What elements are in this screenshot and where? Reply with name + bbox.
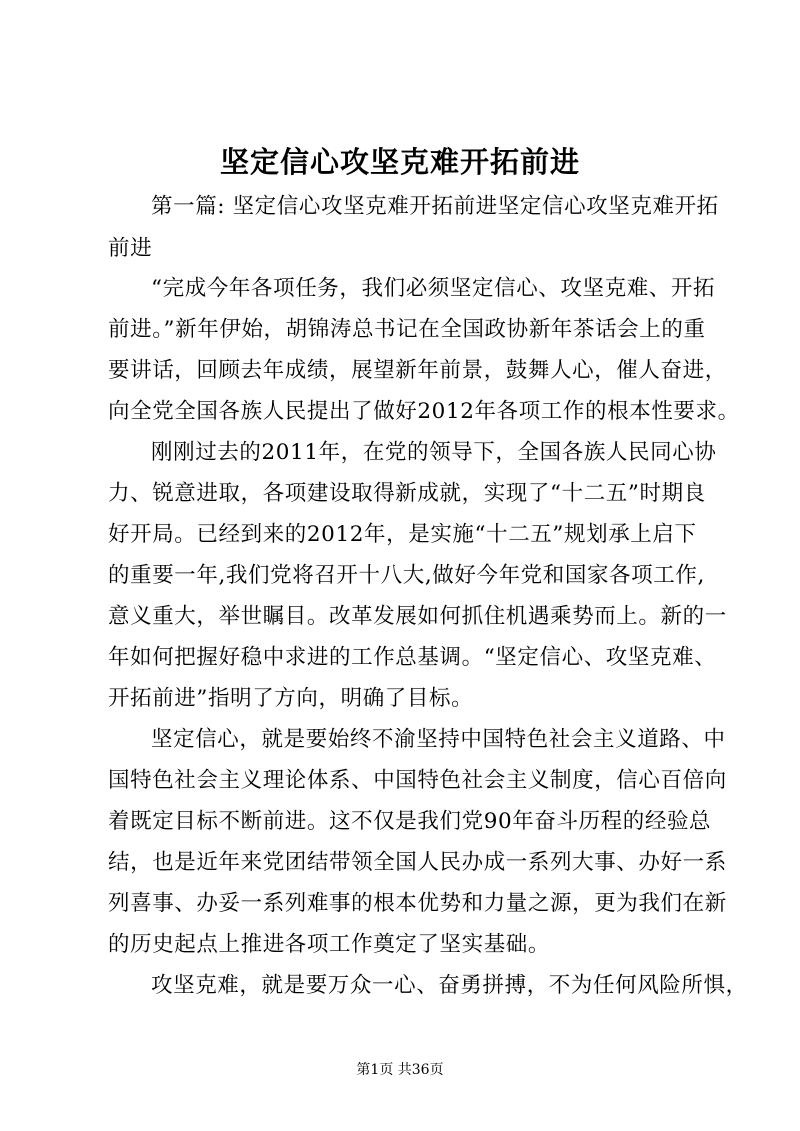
paragraph-line: 年如何把握好稳中求进的工作总基调。“坚定信心、攻坚克难、 bbox=[108, 645, 717, 670]
paragraph-line: 意义重大，举世瞩目。改革发展如何抓住机遇乘势而上。新的一 bbox=[108, 604, 727, 629]
document-title: 坚定信心攻坚克难开拓前进 bbox=[219, 145, 580, 179]
paragraph-line: 结，也是近年来党团结带领全国人民办成一系列大事、办好一系 bbox=[108, 850, 727, 875]
paragraph-line: 的历史起点上推进各项工作奠定了坚实基础。 bbox=[108, 932, 551, 957]
paragraph-line: 着既定目标不断前进。这不仅是我们党90年奋斗历程的经验总 bbox=[108, 809, 712, 834]
paragraph-line: 前进。”新年伊始，胡锦涛总书记在全国政协新年茶话会上的重 bbox=[108, 317, 706, 342]
paragraph-line: 开拓前进”指明了方向，明确了目标。 bbox=[108, 686, 474, 711]
paragraph-line: 力、锐意进取，各项建设取得新成就，实现了“十二五”时期良 bbox=[108, 481, 706, 506]
paragraph-line: 第一篇: 坚定信心攻坚克难开拓前进坚定信心攻坚克难开拓 bbox=[151, 194, 719, 219]
paragraph-line: 刚刚过去的2011年，在党的领导下，全国各族人民同心协 bbox=[151, 440, 717, 465]
paragraph-line: 的重要一年,我们党将召开十八大,做好今年党和国家各项工作, bbox=[108, 563, 705, 588]
paragraph-line: 向全党全国各族人民提出了做好2012年各项工作的根本性要求。 bbox=[108, 399, 740, 424]
paragraph-line: 国特色社会主义理论体系、中国特色社会主义制度，信心百倍向 bbox=[108, 768, 727, 793]
paragraph-line: 列喜事、办妥一系列难事的根本优势和力量之源，更为我们在新 bbox=[108, 891, 727, 916]
paragraph-line: 攻坚克难，就是要万众一心、奋勇拼搏，不为任何风险所惧， bbox=[151, 973, 748, 998]
page-number-footer: 第1页 共36页 bbox=[356, 1062, 444, 1078]
paragraph-line: 前进 bbox=[108, 236, 153, 261]
paragraph-line: “完成今年各项任务，我们必须坚定信心、攻坚克难、开拓 bbox=[151, 276, 716, 301]
paragraph-line: 坚定信心，就是要始终不渝坚持中国特色社会主义道路、中 bbox=[151, 727, 726, 752]
paragraph-line: 要讲话，回顾去年成绩，展望新年前景，鼓舞人心，催人奋进， bbox=[108, 358, 727, 383]
paragraph-line: 好开局。已经到来的2012年，是实施“十二五”规划承上启下 bbox=[108, 522, 697, 547]
